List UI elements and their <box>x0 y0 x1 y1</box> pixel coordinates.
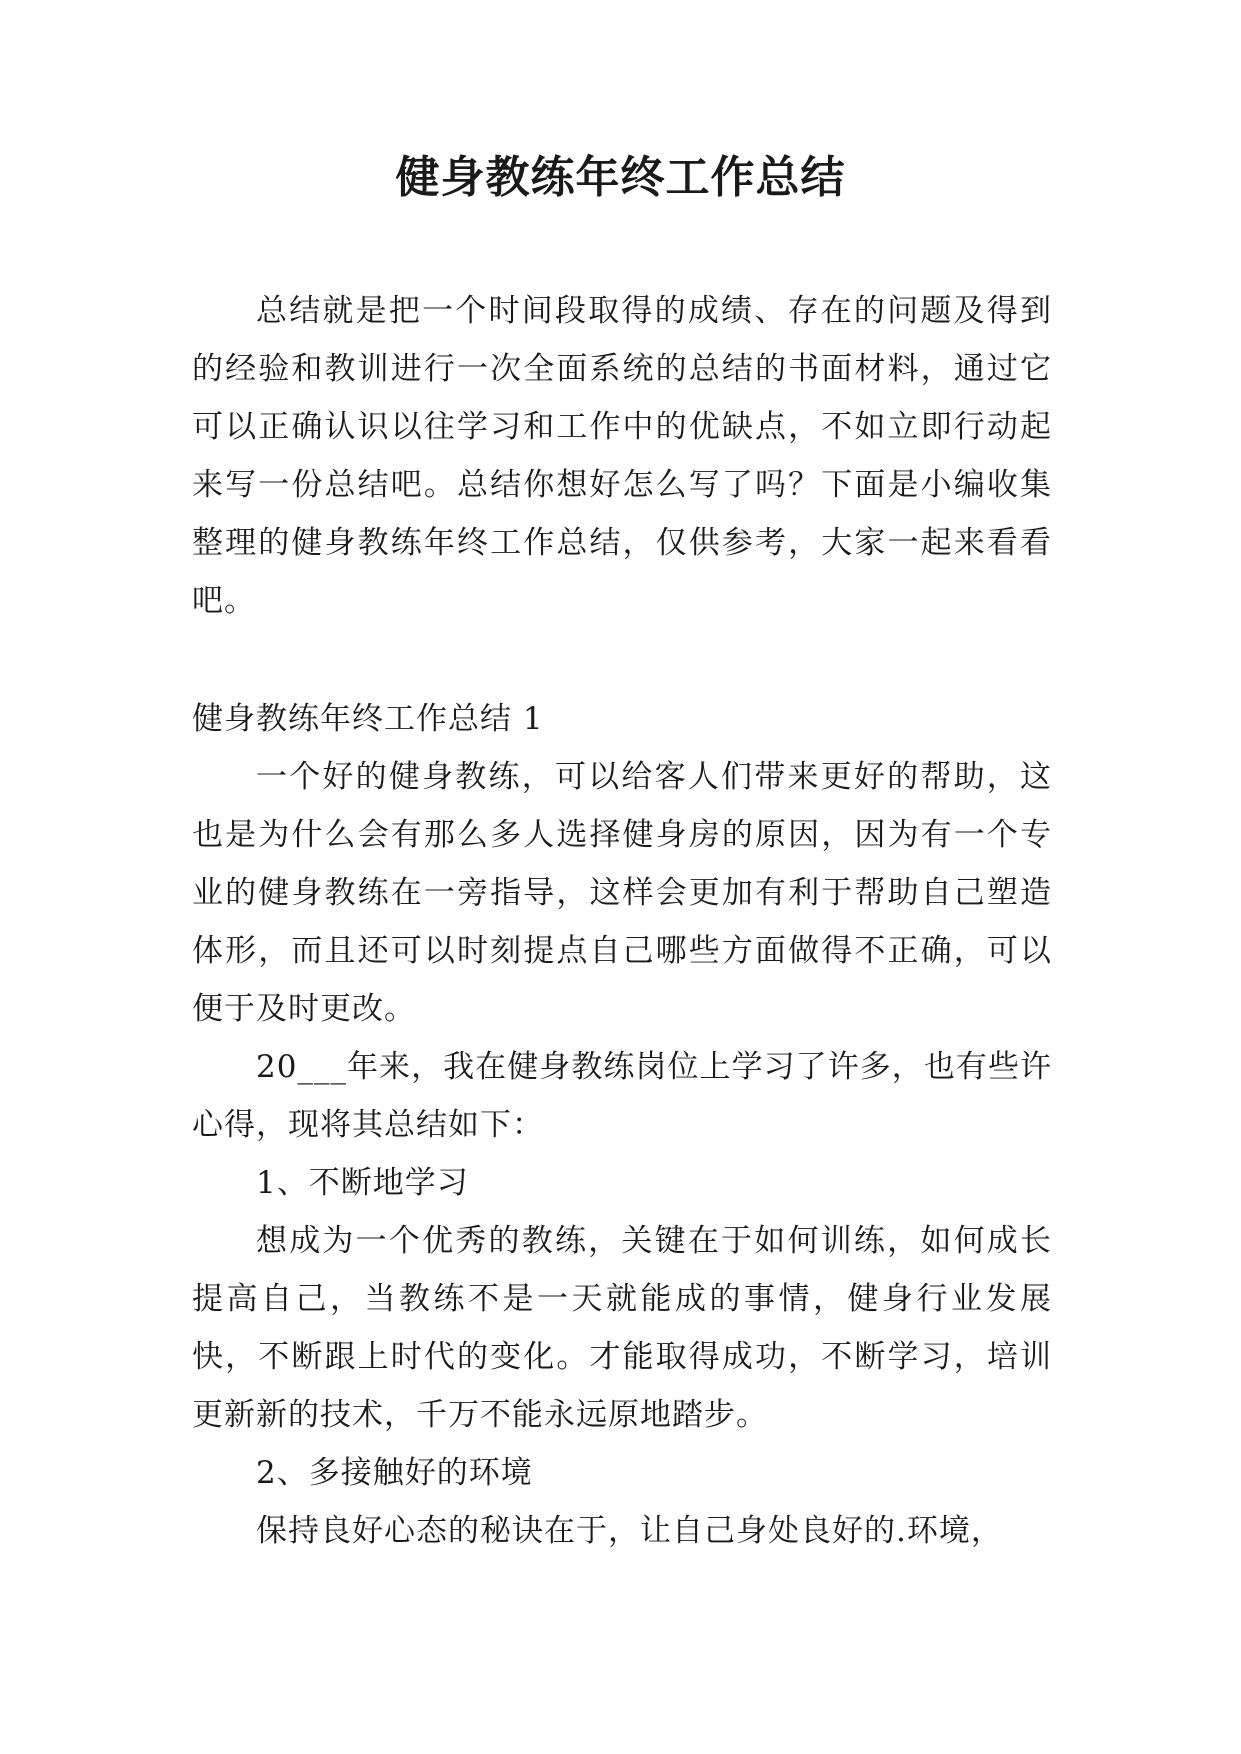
intro-paragraph: 总结就是把一个时间段取得的成绩、存在的问题及得到的经验和教训进行一次全面系统的总结的书面材料，通过它可以正确认识以往学习和工作中的优缺点，不如立即行动起来写一份总结吧。总结你想好怎么写了吗？下面是小编收集整理的健身教练年终工作总结，仅供参考，大家一起来看看吧。 <box>192 293 1052 619</box>
document-title: 健身教练年终工作总结 <box>395 152 846 203</box>
body-paragraph: 20___年来，我在健身教练岗位上学习了许多，也有些许心得，现将其总结如下： <box>192 1049 1052 1143</box>
section-spacer <box>192 630 1052 690</box>
body-paragraph: 一个好的健身教练，可以给客人们带来更好的帮助，这也是为什么会有那么多人选择健身房的原因，因为有一个专业的健身教练在一旁指导，这样会更加有利于帮助自己塑造体形，而且还可以时刻提点自己哪些方面做得不正确，可以便于及时更改。 <box>192 759 1052 1027</box>
document-body <box>192 282 1052 1560</box>
section-heading: 健身教练年终工作总结 1 <box>192 701 544 737</box>
body-paragraph: 想成为一个优秀的教练，关键在于如何训练，如何成长提高自己，当教练不是一天就能成的事情，健身行业发展快，不断跟上时代的变化。才能取得成功，不断学习，培训更新新的技术，千万不能永远原地踏步。 <box>192 1223 1052 1433</box>
subheading: 1、不断地学习 <box>256 1165 469 1201</box>
body-paragraph: 保持良好心态的秘诀在于，让自己身处良好的.环境， <box>256 1513 1003 1549</box>
subheading: 2、多接触好的环境 <box>256 1455 533 1491</box>
